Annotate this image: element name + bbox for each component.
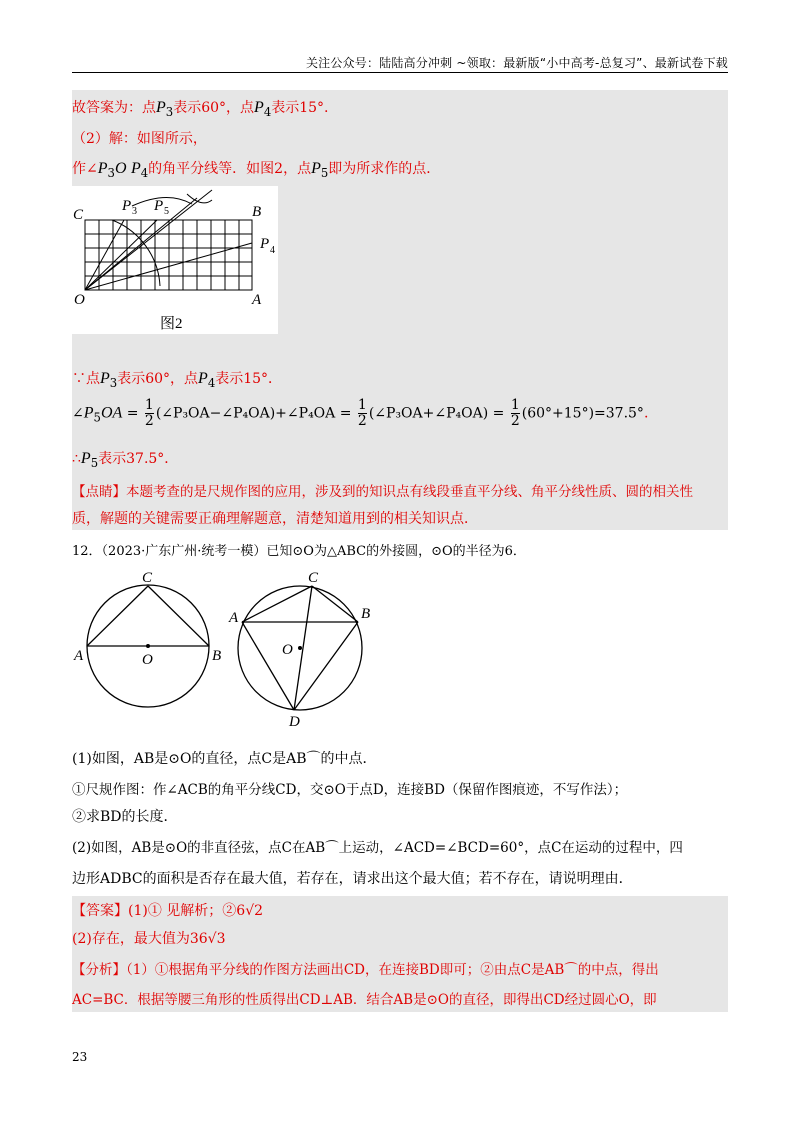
fraction-half-2: $\frac{1}{2}$ [357,397,367,429]
answer-line-2: (2)存在，最大值为36√3 [72,931,226,947]
label-P3-sub: 3 [132,206,137,217]
segment-CB-2 [312,586,358,622]
answer-line-1: 【答案】(1)① 见解析；②6√2 [72,903,264,919]
label-A: A [252,292,262,308]
label-C: C [73,207,84,223]
figure-2-svg [72,186,278,334]
c2-label-B: B [361,606,371,622]
q12-figures [72,568,372,728]
chord-CB [148,586,209,646]
page-header: 关注公众号：陆陆高分冲刺 ~领取：最新版“小中高考-总复习”、最新试卷下载 [305,56,728,70]
c2-label-O: O [282,642,293,658]
c2-label-C: C [308,570,319,586]
figure-2 [72,186,278,334]
p-symbol: P [156,99,166,116]
label-O: O [74,292,85,308]
c2-label-A: A [229,610,239,626]
segment-CD-2 [294,586,312,710]
construction-arc-small [187,194,212,203]
label-P4-sub: 4 [270,245,275,256]
segment-BD-2 [294,622,358,710]
grid-verticals [99,220,239,290]
label-P4: P [260,236,270,252]
chord-AC [87,586,148,646]
label-P3: P [122,198,132,214]
label-B: B [252,204,262,220]
fraction-half-3: $\frac{1}{2}$ [510,397,520,429]
fraction-half-1: $\frac{1}{2}$ [144,397,154,429]
part2-heading: （2）解：如图所示， [72,131,207,147]
c1-label-A: A [74,648,84,664]
answer-prev-line: 故答案为：点$P_3$表示60°，点$P_4$表示15°. [72,99,329,119]
q12-part1: (1)如图，AB是⊙O的直径，点C是AB⌒的中点． [72,751,377,767]
q12-part1a: ①尺规作图：作∠ACB的角平分线CD，交⊙O于点D，连接BD（保留作图痕迹，不写作法）； [72,782,628,798]
segment-AD-2 [242,622,294,710]
page-number: 23 [72,1050,88,1064]
c2-label-D: D [289,714,300,728]
q12-part2b: 边形ADBC的面积是否存在最大值，若存在，请求出这个最大值；若不存在，请说明理由． [72,871,633,887]
segment-AC-2 [242,586,312,622]
c1-label-B: B [212,648,222,664]
figure-2-caption: 图2 [160,316,183,332]
analysis-line-2: AC=BC．根据等腰三角形的性质得出CD⊥AB．结合AB是⊙O的直径，即得出CD经过圆心O，即 [72,992,657,1008]
center-O-2 [298,646,302,650]
formula-line: $\angle P_5OA$ = $\frac{1}{2}$ (∠P₃OA−∠P₄OA)+∠P₄OA = $\frac{1}{2}$ (∠P₃OA+∠P₄OA) = $\frac{1}{2}$ (60°+15°)=37.5°. [72,397,649,429]
comment-line-1: 【点睛】本题考查的是尺规作图的应用，涉及到的知识点有线段垂直平分线、角平分线性质、圆的相关性 [72,484,693,500]
c1-label-C: C [142,570,153,586]
label-P5-sub: 5 [164,206,169,217]
analysis-line-1: 【分析】（1）①根据角平分线的作图方法画出CD，在连接BD即可；②由点C是AB⌒的中点，得出 [72,962,659,978]
header-divider [72,72,728,73]
c1-label-O: O [142,652,153,668]
q12-stem: 12．（2023·广东广州·统考一模）已知⊙O为△ABC的外接圆，⊙O的半径为6． [72,544,526,559]
because-line: ∵点$P_3$表示60°，点$P_4$表示15°． [72,370,283,390]
part2-construct-line: 作$\angle P_3O$ $P_4$的角平分线等．如图2，点$P_5$即为所求作的点． [72,160,441,180]
q12-part2a: (2)如图，AB是⊙O的非直径弦，点C在AB⌒上运动，∠ACD=∠BCD=60°，点C在运动的过程中，四 [72,840,683,856]
center-O-1 [146,644,150,648]
comment-line-2: 质，解题的关键需要正确理解题意，清楚知道用到的相关知识点． [72,511,478,527]
therefore-line: $\therefore P_5$表示37.5°． [72,450,179,470]
q12-part1b: ②求BD的长度． [72,809,178,825]
label-P5: P [154,198,164,214]
